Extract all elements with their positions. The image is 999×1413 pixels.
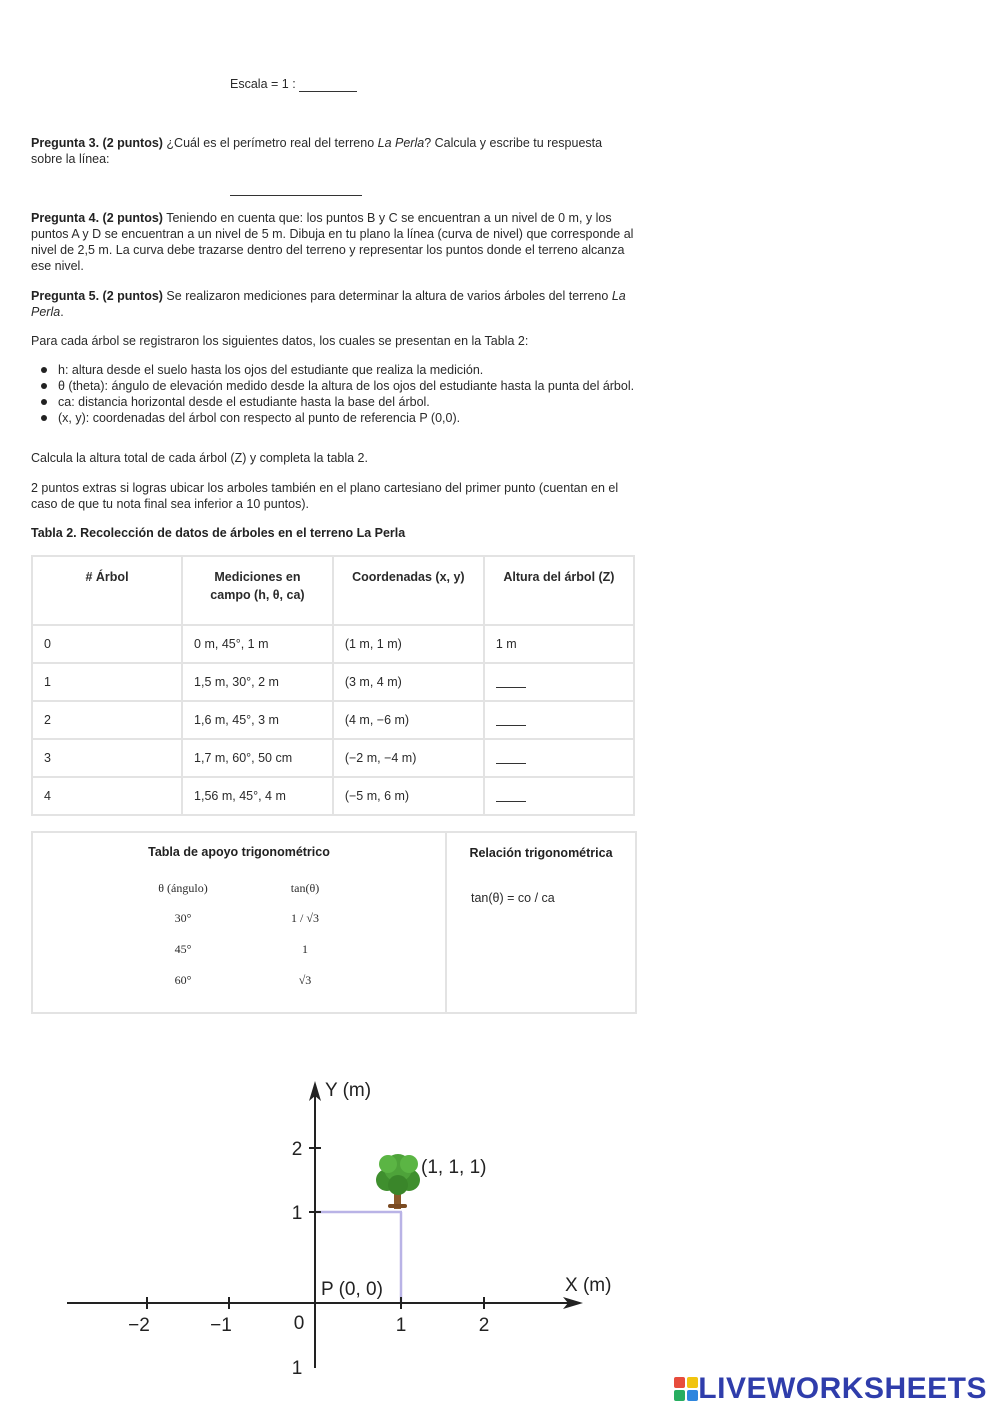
cell-mediciones: 1,7 m, 60°, 50 cm xyxy=(182,739,333,777)
cell-coordenadas: (−5 m, 6 m) xyxy=(333,777,484,815)
cell-arbol: 3 xyxy=(32,739,182,777)
x-tick-label: −2 xyxy=(128,1315,150,1336)
cell-coordenadas: (1 m, 1 m) xyxy=(333,625,484,663)
intro-text: Para cada árbol se registraron los siguientes datos, los cuales se presentan en la Tabla 2: xyxy=(31,334,529,348)
header-arbol: # Árbol xyxy=(32,556,182,625)
escala-blank[interactable] xyxy=(299,79,357,92)
origin-label: P (0, 0) xyxy=(321,1279,383,1300)
pregunta-3-answer-line[interactable] xyxy=(230,180,362,196)
cell-arbol: 1 xyxy=(32,663,182,701)
cell-mediciones: 1,6 m, 45°, 3 m xyxy=(182,701,333,739)
table-header-row xyxy=(32,556,634,625)
pregunta-5-text: Se realizaron mediciones para determinar la altura de varios árboles del terreno xyxy=(162,289,612,303)
apoyo-tan: 1 / √3 xyxy=(291,911,319,925)
cell-altura-input[interactable] xyxy=(484,739,634,777)
cell-arbol: 4 xyxy=(32,777,182,815)
cell-altura-input[interactable] xyxy=(484,777,634,815)
header-mediciones: Mediciones en campo (h, θ, ca) xyxy=(182,556,333,625)
apoyo-angle: 30° xyxy=(174,911,192,925)
pregunta-4-text: Teniendo en cuenta que: los puntos B y C se encuentran a un nivel de 0 m, y los puntos A y D se encuentran a un nivel de 5 m. Dibuja en tu plano la línea (curva de nivel) que corresponde al nivel de 2,5 m. La curva debe trazarse dentro del terreno y representar los puntos donde el terreno alcanza ese nivel. xyxy=(31,211,634,273)
pregunta-4 xyxy=(31,210,636,274)
y-tick-label: 1 xyxy=(291,1203,303,1224)
y-tick-label: 1 xyxy=(291,1358,303,1379)
pregunta-5-end: . xyxy=(60,305,64,319)
tree-point-label: (1, 1, 1) xyxy=(421,1157,487,1178)
pregunta-3 xyxy=(31,135,636,167)
list-item: θ (theta): ángulo de elevación medido desde la altura de los ojos del estudiante hasta la punta del árbol. xyxy=(31,378,636,394)
logo-text: LIVEWORKSHEETS xyxy=(698,1372,987,1405)
x-tick-label: 2 xyxy=(478,1315,490,1336)
cell-arbol: 0 xyxy=(32,625,182,663)
escala-line xyxy=(230,76,357,92)
pregunta-3-title: Pregunta 3. (2 puntos) xyxy=(31,136,163,150)
header-altura: Altura del árbol (Z) xyxy=(484,556,634,625)
apoyo-tan: √3 xyxy=(298,973,312,987)
cell-mediciones: 1,5 m, 30°, 2 m xyxy=(182,663,333,701)
cartesian-plane[interactable] xyxy=(31,1058,635,1379)
table-row xyxy=(32,625,634,663)
x-axis-label: X (m) xyxy=(565,1275,612,1296)
definitions-list xyxy=(31,362,636,426)
pregunta-5-italic: La Perla xyxy=(31,289,626,319)
x-tick-label: −1 xyxy=(210,1315,232,1336)
calc-instruction: Calcula la altura total de cada árbol (Z) y completa la tabla 2. xyxy=(31,451,368,465)
apoyo-tan: 1 xyxy=(302,942,308,956)
table-row xyxy=(32,739,634,777)
cell-altura: 1 m xyxy=(484,625,634,663)
tree-icon xyxy=(376,1154,420,1209)
apoyo-col-angle: θ (ángulo) xyxy=(158,881,208,895)
relacion-formula: tan(θ) = co / ca xyxy=(471,891,555,905)
list-item: (x, y): coordenadas del árbol con respecto al punto de referencia P (0,0). xyxy=(31,410,636,426)
y-tick-label: 2 xyxy=(291,1139,303,1160)
table-title: Tabla 2. Recolección de datos de árboles en el terreno La Perla xyxy=(31,526,406,540)
cell-coordenadas: (4 m, −6 m) xyxy=(333,701,484,739)
cell-coordenadas: (3 m, 4 m) xyxy=(333,663,484,701)
escala-label: Escala = 1 : xyxy=(230,77,296,91)
liveworksheets-logo xyxy=(674,1372,987,1406)
cell-mediciones: 1,56 m, 45°, 4 m xyxy=(182,777,333,815)
table-row xyxy=(32,663,634,701)
trig-support-box xyxy=(31,831,637,1014)
x-tick-label: 0 xyxy=(293,1313,305,1334)
pregunta-4-title: Pregunta 4. (2 puntos) xyxy=(31,211,163,225)
pregunta-5 xyxy=(31,288,636,320)
apoyo-title: Tabla de apoyo trigonométrico xyxy=(148,845,330,859)
pregunta-3-text-a: ¿Cuál es el perímetro real del terreno xyxy=(162,136,378,150)
cell-arbol: 2 xyxy=(32,701,182,739)
relacion-title: Relación trigonométrica xyxy=(469,846,613,860)
trees-table xyxy=(31,555,635,816)
list-item: h: altura desde el suelo hasta los ojos del estudiante que realiza la medición. xyxy=(31,362,636,378)
extra-points-text: 2 puntos extras si logras ubicar los arboles también en el plano cartesiano del primer punto (cuentan en el caso de que tu nota final sea inferior a 10 puntos). xyxy=(31,481,619,511)
table-row xyxy=(32,701,634,739)
table-row xyxy=(32,777,634,815)
list-item: ca: distancia horizontal desde el estudiante hasta la base del árbol. xyxy=(31,394,636,410)
cell-coordenadas: (−2 m, −4 m) xyxy=(333,739,484,777)
y-axis-label: Y (m) xyxy=(325,1080,372,1101)
pregunta-3-text-b: ? Calcula y escribe tu respuesta sobre la línea: xyxy=(31,136,603,166)
x-tick-label: 1 xyxy=(395,1315,407,1336)
logo-mark-icon xyxy=(674,1377,698,1401)
pregunta-5-title: Pregunta 5. (2 puntos) xyxy=(31,289,163,303)
apoyo-col-tan: tan(θ) xyxy=(290,881,320,895)
cell-altura-input[interactable] xyxy=(484,663,634,701)
pregunta-3-italic: La Perla xyxy=(377,136,425,150)
header-coordenadas: Coordenadas (x, y) xyxy=(333,556,484,625)
apoyo-angle: 60° xyxy=(174,973,192,987)
apoyo-angle: 45° xyxy=(174,942,192,956)
cell-mediciones: 0 m, 45°, 1 m xyxy=(182,625,333,663)
cell-altura-input[interactable] xyxy=(484,701,634,739)
